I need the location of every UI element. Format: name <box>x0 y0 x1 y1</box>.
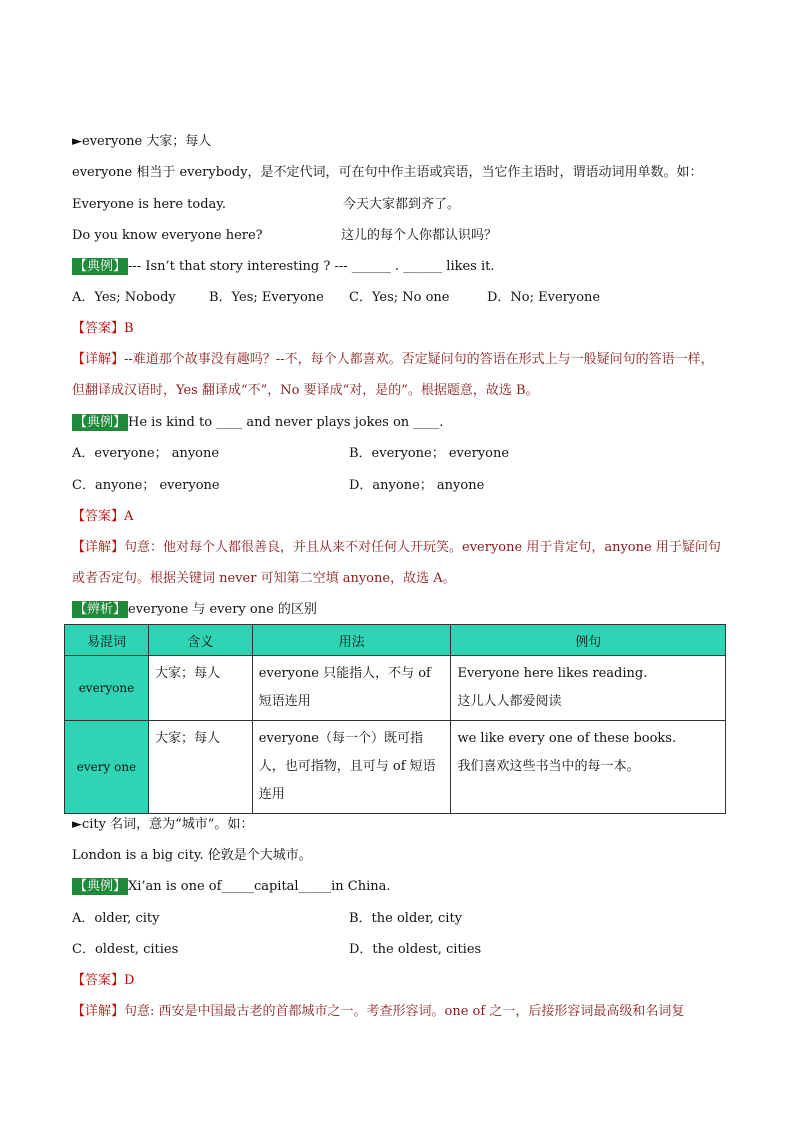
meaning-cell: 大家；每人 <box>148 656 252 721</box>
option-d: D．No; Everyone <box>487 290 601 305</box>
detail-paragraph <box>72 1003 684 1021</box>
question-text: He is kind to ____ and never plays jokes on ____. <box>128 415 444 430</box>
analysis-tag: 【辨析】 <box>74 602 127 617</box>
question-stem <box>72 414 443 432</box>
option-b: B．everyone； everyone <box>349 446 510 461</box>
example-zh: 这儿人人都爱阅读 <box>457 694 562 709</box>
question-stem <box>72 878 390 896</box>
example-en: Everyone is here today. <box>72 197 227 212</box>
example-cell <box>451 721 726 814</box>
usage-cell: everyone 只能指人，不与 of 短语连用 <box>252 656 451 721</box>
option-a: A．older, city <box>72 911 160 926</box>
example-tag: 【典例】 <box>74 415 127 430</box>
column-header: 例句 <box>451 625 726 656</box>
word-cell: everyone <box>65 656 149 721</box>
detail-text: --难道那个故事没有趣吗？--不，每个人都喜欢。否定疑问句的答语在形式上与一般疑问句的答语一样，但翻译成汉语时，Yes 翻译成“不”，No 要译成“对，是的”。根据题意，故选 B。 <box>72 352 714 398</box>
answer-tag: 【答案】 <box>72 509 125 524</box>
section-heading: ►city 名词，意为“城市”。如： <box>72 817 254 832</box>
option-a: A．Yes; Nobody <box>72 290 176 305</box>
question-text: Xi’an is one of_____capital_____in China. <box>128 879 391 894</box>
column-header: 易混词 <box>65 625 149 656</box>
answer-value: A <box>124 509 134 524</box>
example-zh: 我们喜欢这些书当中的每一本。 <box>457 759 640 774</box>
answer-value: D <box>124 973 135 988</box>
section-heading: ►everyone 大家；每人 <box>72 134 212 149</box>
comparison-table <box>64 624 726 814</box>
example-en: Everyone here likes reading. <box>457 666 648 681</box>
usage-cell: everyone（每一个）既可指人，也可指物，且可与 of 短语连用 <box>252 721 451 814</box>
answer-line <box>72 508 133 526</box>
answer-tag: 【答案】 <box>72 321 125 336</box>
example-en: we like every one of these books. <box>457 731 677 746</box>
example-zh: 这儿的每个人你都认识吗？ <box>341 228 498 243</box>
column-header: 含义 <box>148 625 252 656</box>
section-description: everyone 相当于 everybody，是不定代词，可在句中作主语或宾语，当它作主语时，谓语动词用单数。如： <box>72 165 703 180</box>
detail-text: 句意：他对每个人都很善良，并且从来不对任何人开玩笑。everyone 用于肯定句，anyone 用于疑问句或者否定句。根据关键词 never 可知第二空填 anyone，故选 A。 <box>72 540 721 586</box>
example-en: Do you know everyone here? <box>72 228 263 243</box>
option-c: C．Yes; No one <box>349 290 450 305</box>
example-zh: 今天大家都到齐了。 <box>343 197 461 212</box>
answer-value: B <box>124 321 134 336</box>
question-text: --- Isn’t that story interesting ? --- ______ . ______ likes it. <box>128 259 495 274</box>
option-c: C．anyone； everyone <box>72 478 220 493</box>
meaning-cell: 大家；每人 <box>148 721 252 814</box>
detail-tag: 【详解】 <box>72 1004 125 1019</box>
table-row <box>65 721 726 814</box>
table-header-row <box>65 625 726 656</box>
example-tag: 【典例】 <box>74 879 127 894</box>
example-cell <box>451 656 726 721</box>
analysis-title: everyone 与 every one 的区别 <box>128 602 317 617</box>
column-header: 用法 <box>252 625 451 656</box>
answer-tag: 【答案】 <box>72 973 125 988</box>
detail-tag: 【详解】 <box>72 540 125 555</box>
option-a: A．everyone； anyone <box>72 446 220 461</box>
answer-line <box>72 972 134 990</box>
question-stem <box>72 258 495 276</box>
detail-tag: 【详解】 <box>72 352 125 367</box>
example-tag: 【典例】 <box>74 259 127 274</box>
option-d: D．the oldest, cities <box>349 942 482 957</box>
section-example: London is a big city. 伦敦是个大城市。 <box>72 848 312 863</box>
option-b: B．the older, city <box>349 911 463 926</box>
option-d: D．anyone； anyone <box>349 478 485 493</box>
option-c: C．oldest, cities <box>72 942 179 957</box>
detail-text: 句意: 西安是中国最古老的首都城市之一。考查形容词。one of 之一，后接形容词最高级和名词复 <box>124 1004 685 1019</box>
table-row <box>65 656 726 721</box>
detail-paragraph <box>72 344 724 406</box>
analysis-title-line <box>72 601 317 619</box>
answer-line <box>72 320 134 338</box>
option-b: B．Yes; Everyone <box>209 290 324 305</box>
detail-paragraph <box>72 532 724 594</box>
word-cell: every one <box>65 721 149 814</box>
